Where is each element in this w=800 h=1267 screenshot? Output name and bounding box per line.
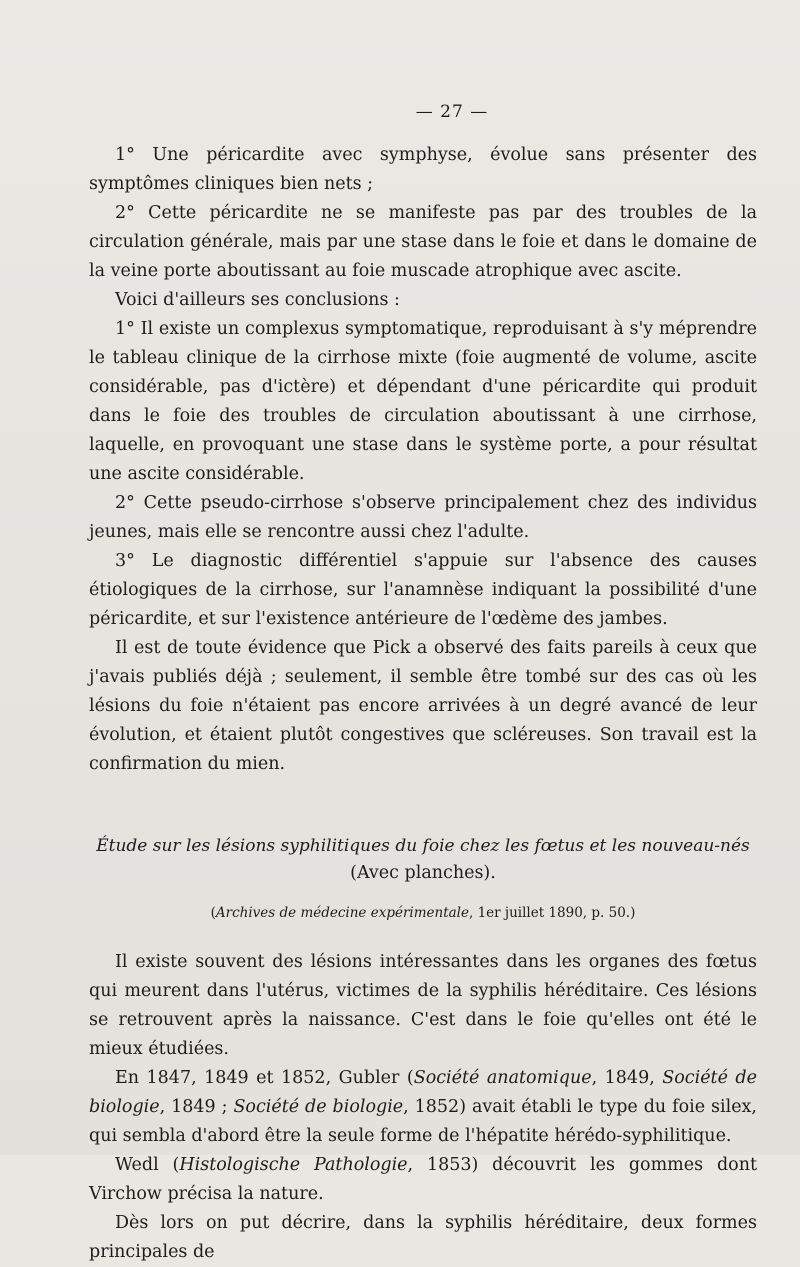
p9-ref-1: Société anatomique xyxy=(413,1068,592,1088)
paragraph-4: 1° Il existe un complexus symptomatique, reproduisant à s'y méprendre le tableau clinique de la cirrhose mixte (foie augmenté de volume, ascite considérable, pas d'ictère) et dépendant d'une péricardite qui produit dans le foie des troubles de circulation aboutissant à une cirrhose, laquelle, en provoquant une stase dans le système porte, a pour résultat une ascite considérable. xyxy=(89,319,757,484)
p9-text-b: , 1849, xyxy=(591,1068,663,1088)
paragraph-6: 3° Le diagnostic différentiel s'appuie sur l'absence des causes étiologiques de la cirrhose, sur l'anamnèse indiquant la possibilité d'une péricardite, et sur l'existence antérieure de l'œdème des jambes. xyxy=(89,551,757,629)
paragraph-11: Dès lors on put décrire, dans la syphilis héréditaire, deux formes principales de xyxy=(89,1213,757,1262)
paragraph-5: 2° Cette pseudo-cirrhose s'observe principalement chez des individus jeunes, mais elle se rencontre aussi chez l'adulte. xyxy=(89,493,757,542)
source-open: ( xyxy=(210,905,216,921)
p9-text-a: En 1847, 1849 et 1852, Gubler ( xyxy=(115,1068,414,1088)
paragraph-2: 2° Cette péricardite ne se manifeste pas par des troubles de la circulation générale, mais par une stase dans le foie et dans le domaine de la veine porte aboutissant au foie muscade atrophique avec ascite. xyxy=(89,203,757,281)
section-title: Étude sur les lésions syphilitiques du foie chez les fœtus et les nouveau-nés xyxy=(96,836,750,856)
p9-text-d: , 1852) avait établi le type du foie silex, qui sembla d'abord être la seule forme de l'hépatite hérédo-syphilitique. xyxy=(89,1097,757,1146)
page-number: — 27 — xyxy=(415,102,489,122)
paragraph-1: 1° Une péricardite avec symphyse, évolue sans présenter des symptômes cliniques bien nets ; xyxy=(89,145,757,194)
source-journal: Archives de médecine expérimentale xyxy=(215,905,469,921)
p10-text-b: , 1853) découvrit les gommes dont Virchow précisa la nature. xyxy=(89,1155,757,1204)
page-content xyxy=(89,98,757,1267)
paragraph-7: Il est de toute évidence que Pick a observé des faits pareils à ceux que j'avais publiés déjà ; seulement, il semble être tombé sur des cas où les lésions du foie n'étaient pas encore arrivées à un degré avancé de leur évolution, et étaient plutôt congestives que scléreuses. Son travail est la confirmation du mien. xyxy=(89,638,757,774)
paragraph-8: Il existe souvent des lésions intéressantes dans les organes des fœtus qui meurent dans l'utérus, victimes de la syphilis héréditaire. Ces lésions se retrouvent après la naissance. C'est dans le foie qu'elles ont été le mieux étudiées. xyxy=(89,952,757,1059)
p9-text-c: , 1849 ; xyxy=(159,1097,234,1117)
p9-ref-2: Société de biologie xyxy=(89,1068,757,1117)
section-source xyxy=(89,899,757,928)
p10-text-a: Wedl ( xyxy=(115,1155,180,1175)
section-subtitle: (Avec planches). xyxy=(350,863,496,883)
source-rest: , 1er juillet 1890, p. 50.) xyxy=(469,905,636,921)
paragraph-3: Voici d'ailleurs ses conclusions : xyxy=(115,290,400,310)
p10-ref: Histologische Pathologie xyxy=(179,1155,408,1175)
paragraph-10 xyxy=(89,1151,757,1209)
paragraph-9 xyxy=(89,1064,757,1151)
p9-ref-3: Société de biologie xyxy=(233,1097,404,1117)
